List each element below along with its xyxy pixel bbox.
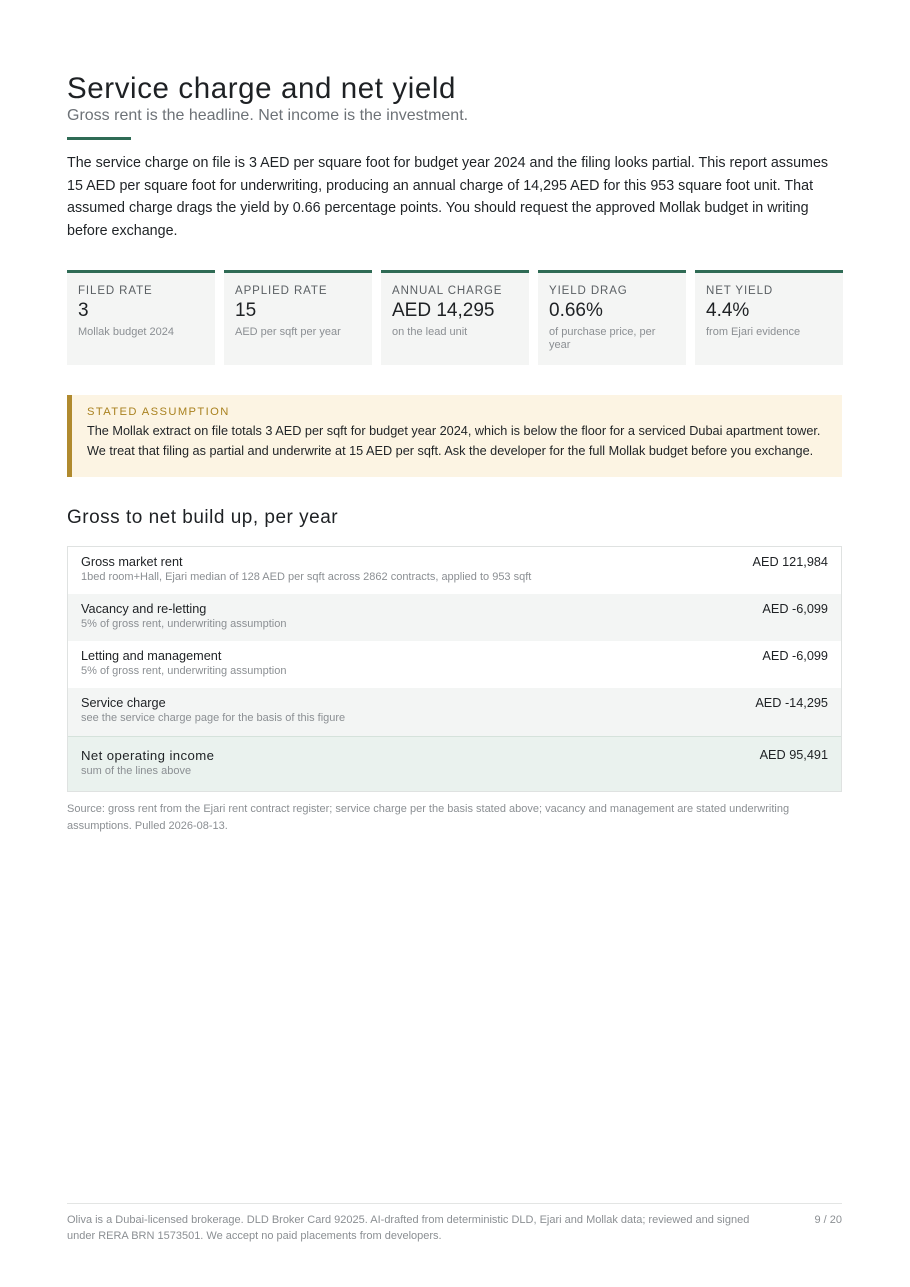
- metric-note: of purchase price, per year: [549, 326, 656, 351]
- buildup-title: Gross to net build up, per year: [67, 507, 339, 528]
- metric-note: AED per sqft per year: [235, 326, 341, 338]
- row-label: Service charge: [81, 696, 166, 710]
- metric-value: 15: [235, 300, 257, 321]
- row-note: see the service charge page for the basis of this figure: [81, 712, 346, 724]
- footer-divider: [67, 1203, 842, 1204]
- table-row: [68, 594, 841, 641]
- table-row: [68, 641, 841, 688]
- table-row: [68, 688, 841, 736]
- metric-note: Mollak budget 2024: [78, 326, 175, 338]
- metric-net-yield: [695, 270, 843, 365]
- page-subtitle: Gross rent is the headline. Net income is the investment.: [67, 107, 469, 124]
- table-total-row: [68, 736, 841, 791]
- row-label: Letting and management: [81, 649, 222, 663]
- page-number: 9 / 20: [814, 1214, 842, 1226]
- metric-cards: [67, 270, 842, 365]
- row-label: Vacancy and re-letting: [81, 602, 207, 616]
- metric-label: NET YIELD: [706, 285, 774, 297]
- metric-note: from Ejari evidence: [706, 326, 801, 338]
- row-label: Gross market rent: [81, 555, 183, 569]
- metric-value: 0.66%: [549, 300, 603, 321]
- metric-filed-rate: [67, 270, 215, 365]
- intro-paragraph: The service charge on file is 3 AED per square foot for budget year 2024 and the filing looks partial. This report assumes 15 AED per square foot for underwriting, producing an annual charge of 14,295 AED for this 953 square foot unit. That assumed charge drags the yield by 0.66 percentage points. You should request the approved Mollak budget in writing before exchange.: [67, 155, 829, 239]
- metric-annual-charge: [381, 270, 529, 365]
- row-amount: AED -6,099: [762, 602, 828, 616]
- row-note: sum of the lines above: [81, 765, 192, 777]
- row-amount: AED 95,491: [759, 748, 828, 762]
- row-amount: AED 121,984: [752, 555, 828, 569]
- assumption-label: STATED ASSUMPTION: [87, 406, 230, 418]
- row-amount: AED -6,099: [762, 649, 828, 663]
- metric-applied-rate: [224, 270, 372, 365]
- assumption-text: The Mollak extract on file totals 3 AED per sqft for budget year 2024, which is below the floor for a serviced Dubai apartment tower. We treat that filing as partial and underwrite at 15 AED per sqft. Ask the developer for the full Mollak budget before you exchange.: [87, 424, 821, 458]
- row-label: Net operating income: [81, 748, 215, 763]
- accent-rule: [67, 137, 131, 140]
- metric-yield-drag: [538, 270, 686, 365]
- metric-label: FILED RATE: [78, 285, 153, 297]
- metric-note: on the lead unit: [392, 326, 468, 338]
- metric-value: 4.4%: [706, 300, 750, 321]
- footer-disclaimer: Oliva is a Dubai-licensed brokerage. DLD Broker Card 92025. AI-drafted from deterministic DLD, Ejari and Mollak data; reviewed and signed under RERA BRN 1573501. We accept no paid placements from developers.: [67, 1214, 750, 1242]
- source-note: Source: gross rent from the Ejari rent contract register; service charge per the basis stated above; vacancy and management are stated underwriting assumptions. Pulled 2026-08-13.: [67, 803, 790, 832]
- metric-label: ANNUAL CHARGE: [392, 285, 503, 297]
- page-title: Service charge and net yield: [67, 72, 457, 105]
- row-note: 5% of gross rent, underwriting assumption: [81, 618, 287, 630]
- metric-label: YIELD DRAG: [549, 285, 628, 297]
- row-amount: AED -14,295: [755, 696, 828, 710]
- metric-label: APPLIED RATE: [235, 285, 328, 297]
- row-note: 5% of gross rent, underwriting assumption: [81, 665, 287, 677]
- metric-value: AED 14,295: [392, 300, 495, 321]
- buildup-table: [67, 546, 842, 792]
- assumption-callout: [67, 395, 842, 477]
- table-row: [68, 547, 841, 594]
- row-note: 1bed room+Hall, Ejari median of 128 AED per sqft across 2862 contracts, applied to 953 sqft: [81, 571, 532, 583]
- metric-value: 3: [78, 300, 89, 321]
